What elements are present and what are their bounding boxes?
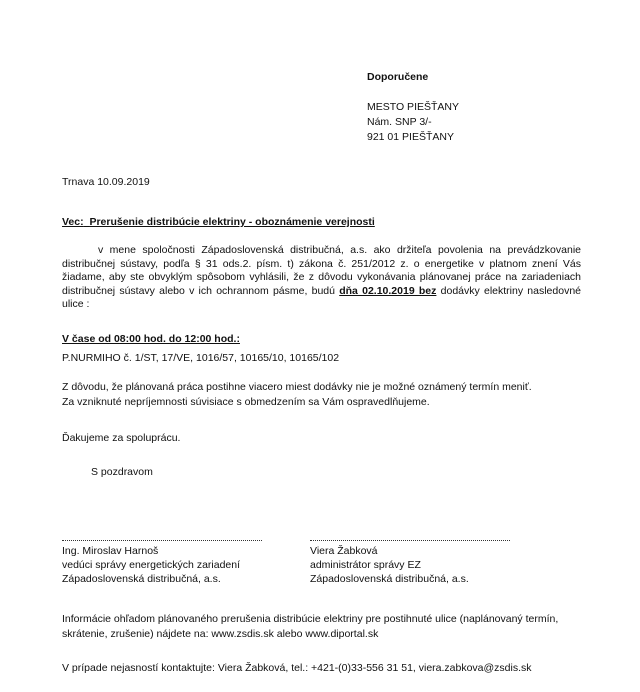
- footer-contact: V prípade nejasností kontaktujte: Viera Žabková, tel.: +421-(0)33-556 31 51, viera.zabkova@zsdis.sk: [62, 662, 532, 674]
- signer-left-name: Ing. Miroslav Harnoš: [62, 545, 159, 557]
- reason-line-1: Z dôvodu, že plánovaná práca postihne viacero miest dodávky nie je možné oznámený termín meniť.: [62, 381, 532, 393]
- recipient-city: 921 01 PIEŠŤANY: [367, 131, 454, 143]
- intro-text-start: v mene spoločnosti Západoslovenská distribučná, a.s. ako držiteľa povolenia na prevádzkovanie distribučnej sústavy, podľa § 31 ods.2. písm. t) zákona č. 251/2012 z. o energetike v platnom znení Vás žiadame, aby ste obvyklým spôsobom vyhlásili, že z dôvodu vykonávania plánovanej práce na zariadeniach distribučnej sústavy alebo v ich ochrannom pásme, budú: [62, 244, 581, 297]
- signer-right-title: administrátor správy EZ: [310, 559, 421, 571]
- registered-mail-label: Doporučene: [367, 71, 429, 83]
- time-window: V čase od 08:00 hod. do 12:00 hod.:: [62, 333, 240, 345]
- signature-line-left: [62, 540, 262, 541]
- reason-line-2: Za vzniknuté nepríjemnosti súvisiace s obmedzením sa Vám ospravedlňujeme.: [62, 396, 430, 408]
- outage-date: dňa 02.10.2019 bez: [339, 284, 437, 297]
- subject-line: [62, 216, 375, 229]
- subject-label: Vec:: [62, 216, 84, 228]
- intro-text-end: dodávky elektriny nasledovné ulice :: [62, 284, 582, 310]
- thanks-line: Ďakujeme za spoluprácu.: [62, 432, 181, 444]
- signer-left-title: vedúci správy energetických zariadení: [62, 559, 241, 571]
- footer-info: Informácie ohľadom plánovaného prerušenia distribúcie elektriny pre postihnuté ulice (naplánovaný termín, skrátenie, zrušenie) nájdete na: www.zsdis.sk alebo www.diportal.sk: [62, 613, 559, 640]
- signer-left-company: Západoslovenská distribučná, a.s.: [62, 573, 221, 585]
- place-date: Trnava 10.09.2019: [62, 176, 150, 188]
- signature-line-right: [310, 540, 510, 541]
- subject-text: Prerušenie distribúcie elektriny - oboznámenie verejnosti: [89, 216, 375, 228]
- signer-right-name: Viera Žabková: [310, 545, 378, 557]
- signer-right-company: Západoslovenská distribučná, a.s.: [310, 573, 469, 585]
- regards-line: S pozdravom: [91, 466, 153, 478]
- intro-paragraph: [62, 244, 581, 312]
- affected-streets: P.NURMIHO č. 1/ST, 17/VE, 1016/57, 10165/10, 10165/102: [62, 352, 340, 364]
- recipient-name: MESTO PIEŠŤANY: [367, 101, 459, 113]
- recipient-street: Nám. SNP 3/-: [367, 116, 432, 128]
